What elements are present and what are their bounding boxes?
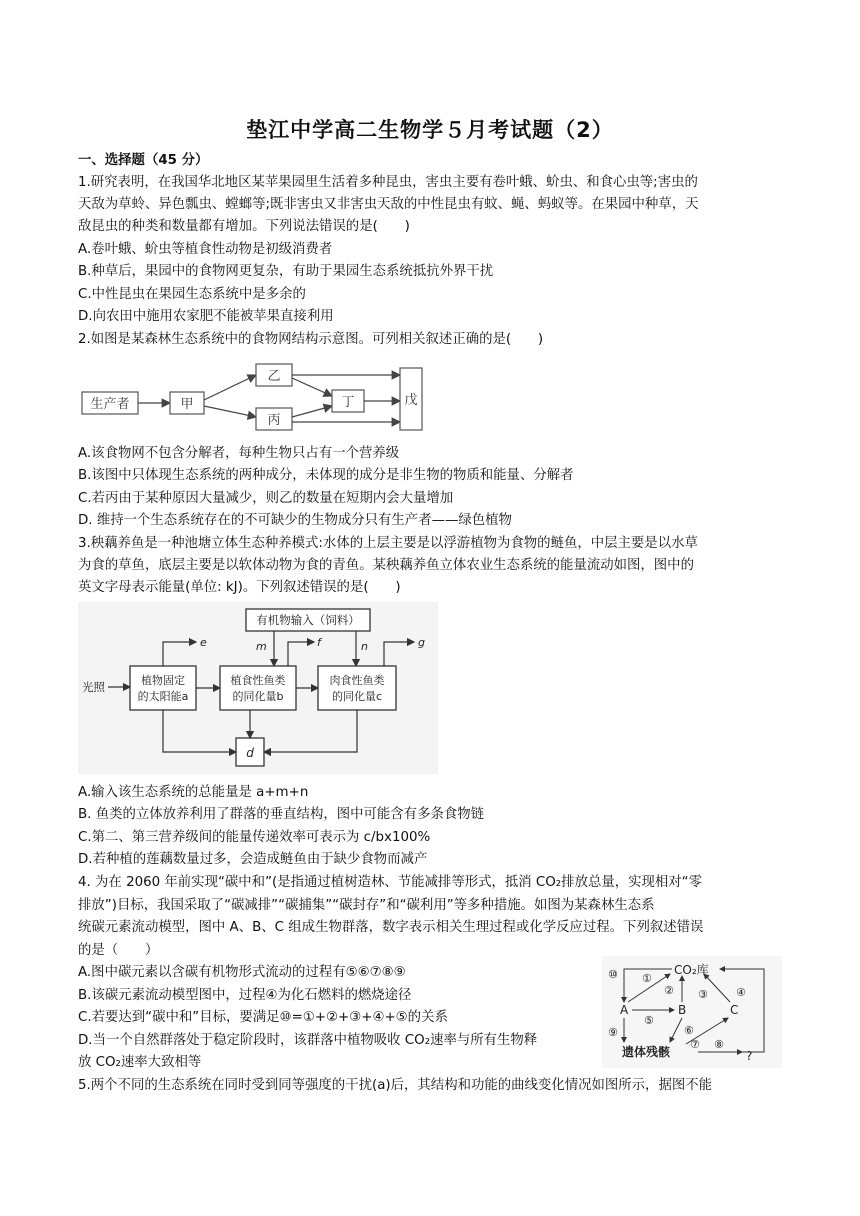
plant-fix-line1: 植物固定 <box>141 674 185 687</box>
num-7: ⑦ <box>690 1038 700 1051</box>
node-B: B <box>678 1003 687 1017</box>
q2-option-d: D. 维持一个生态系统存在的不可缺少的生物成分只有生产者——绿色植物 <box>78 513 512 528</box>
num-5: ⑤ <box>644 1014 654 1027</box>
q3-stem-line: 为食的草鱼，底层主要是以软体动物为食的青鱼。某秧藕养鱼立体农业生态系统的能量流动如图，图中的 <box>78 558 694 573</box>
q3-option-a: A.输入该生态系统的总能量是 a+m+n <box>78 785 309 800</box>
food-web-diagram <box>80 362 440 442</box>
num-2: ② <box>664 984 674 997</box>
q3-stem-line: 3.秧藕养鱼是一种池塘立体生态种养模式:水体的上层主要是以浮游植物为食物的鲢鱼，中层主要是以水草 <box>78 536 698 551</box>
node-ding: 丁 <box>341 395 355 410</box>
node-A: A <box>620 1003 629 1017</box>
node-bing: 丙 <box>267 413 281 428</box>
q1-option-c: C.中性昆虫在果园生态系统中是多余的 <box>78 287 306 302</box>
q1-stem-line: 1.研究表明，在我国华北地区某苹果园里生活着多种昆虫，害虫主要有卷叶蛾、蚧虫、和食心虫等;害虫的 <box>78 175 698 190</box>
node-producer: 生产者 <box>90 397 130 412</box>
num-10: ⑩ <box>608 968 618 981</box>
q2-option-c: C.若丙由于某种原因大量减少，则乙的数量在短期内会大量增加 <box>78 491 454 506</box>
node-wu: 戊 <box>404 393 418 408</box>
node-yi: 乙 <box>267 369 281 384</box>
energy-flow-diagram <box>78 602 438 774</box>
q1-stem-line: 敌昆虫的种类和数量都有增加。下列说法错误的是( ) <box>78 219 410 234</box>
q4-option-d: D.当一个自然群落处于稳定阶段时，该群落中植物吸收 CO₂速率与所有生物释 <box>78 1033 538 1048</box>
num-3: ③ <box>698 988 708 1001</box>
q2-stem: 2.如图是某森林生态系统中的食物网结构示意图。可列相关叙述正确的是( ) <box>78 332 544 347</box>
exam-title: 垫江中学高二生物学５月考试题（2） <box>246 118 614 142</box>
sunlight-label: 光照 <box>82 680 105 694</box>
herbivore-line2: 的同化量b <box>232 690 284 703</box>
q4-stem-line: 的是（ ） <box>78 943 159 958</box>
q1-option-a: A.卷叶蛾、蚧虫等植食性动物是初级消费者 <box>78 242 333 257</box>
q3-stem-line: 英文字母表示能量(单位: kJ)。下列叙述错误的是( ) <box>78 580 401 595</box>
q1-option-b: B.种草后，果园中的食物网更复杂，有助于果园生态系统抵抗外界干扰 <box>78 264 494 279</box>
num-8: ⑧ <box>714 1038 724 1051</box>
num-6: ⑥ <box>684 1024 694 1037</box>
q5-stem: 5.两个不同的生态系统在同时受到同等强度的干扰(a)后，其结构和功能的曲线变化情况如图所示，据图不能 <box>78 1078 713 1093</box>
q4-stem-line: 统碳元素流动模型，图中 A、B、C 组成生物群落，数字表示相关生理过程或化学反应过程。下列叙述错误 <box>78 920 704 935</box>
q4-option-d-cont: 放 CO₂速率大致相等 <box>78 1055 202 1070</box>
co2-pool-label: CO₂库 <box>674 963 709 977</box>
section-heading: 一、选择题（45 分） <box>78 153 209 168</box>
herbivore-line1: 植食性鱼类 <box>230 674 286 687</box>
carnivore-line1: 肉食性鱼类 <box>329 674 385 687</box>
q1-stem-line: 天敌为草蛉、异色瓢虫、螳螂等;既非害虫又非害虫天敌的中性昆虫有蚊、蝇、蚂蚁等。在果园中种草，天 <box>78 197 699 212</box>
carnivore-line2: 的同化量c <box>331 690 383 703</box>
q3-option-d: D.若种植的莲藕数量过多，会造成鲢鱼由于缺少食物而减产 <box>78 852 428 867</box>
label-f: f <box>317 636 321 649</box>
label-n: n <box>361 640 368 653</box>
q4-stem-line: 4. 为在 2060 年前实现“碳中和”(是指通过植树造林、节能减排等形式，抵消 CO₂排放总量，实现相对“零 <box>78 875 703 890</box>
node-C: C <box>730 1003 739 1017</box>
node-jia: 甲 <box>180 397 194 412</box>
carbon-cycle-diagram <box>602 956 782 1068</box>
q4-stem-line: 排放”)目标，我国采取了“碳减排”“碳捕集”“碳封存”和“碳利用”等多种措施。如图为某森林生态系 <box>78 898 655 913</box>
q2-option-a: A.该食物网不包含分解者，每种生物只占有一个营养级 <box>78 446 400 461</box>
num-1: ① <box>642 972 652 985</box>
q4-option-a: A.图中碳元素以含碳有机物形式流动的过程有⑤⑥⑦⑧⑨ <box>78 965 406 980</box>
unknown-label: ? <box>746 1049 753 1063</box>
label-d: d <box>246 746 254 760</box>
label-m: m <box>256 640 267 653</box>
remains-label: 遗体残骸 <box>622 1045 671 1059</box>
q3-option-c: C.第二、第三营养级间的能量传递效率可表示为 c/bx100% <box>78 830 431 845</box>
feed-input-label: 有机物输入（饲料） <box>256 613 360 627</box>
q3-option-b: B. 鱼类的立体放养利用了群落的垂直结构，图中可能含有多条食物链 <box>78 807 485 822</box>
q2-option-b: B.该图中只体现生态系统的两种成分，未体现的成分是非生物的物质和能量、分解者 <box>78 468 574 483</box>
q1-option-d: D.向农田中施用农家肥不能被苹果直接利用 <box>78 309 334 324</box>
q4-option-b: B.该碳元素流动模型图中，过程④为化石燃料的燃烧途径 <box>78 988 412 1003</box>
q4-option-c: C.若要达到“碳中和”目标，要满足⑩=①+②+③+④+⑤的关系 <box>78 1010 448 1025</box>
label-g: g <box>418 636 425 649</box>
label-e: e <box>200 636 207 649</box>
plant-fix-line2: 的太阳能a <box>137 690 189 703</box>
num-4: ④ <box>736 986 746 999</box>
num-9: ⑨ <box>608 1026 618 1039</box>
